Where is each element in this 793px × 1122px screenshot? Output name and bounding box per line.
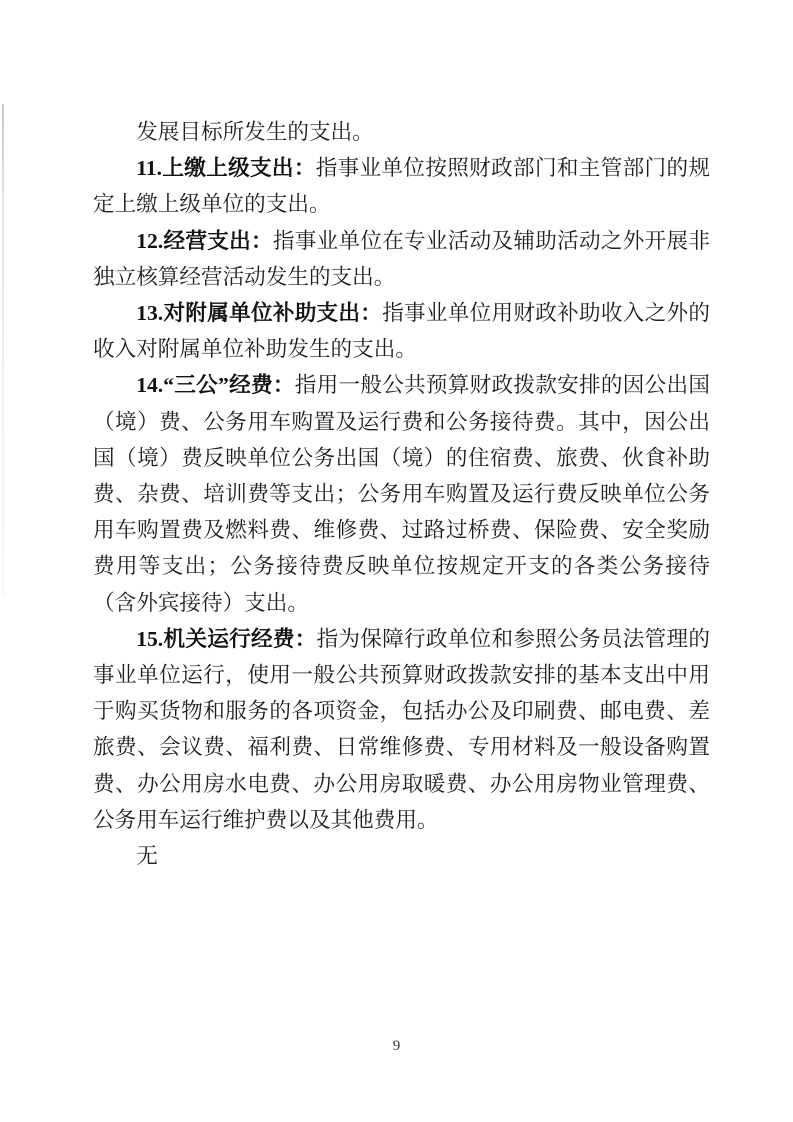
paragraph-label: 14.“三公”经费：	[136, 373, 295, 398]
paragraph-item-12	[93, 223, 710, 295]
paragraph-continuation	[93, 114, 710, 150]
paragraph-item-14	[93, 367, 710, 620]
paragraph-text: 指用一般公共预算财政拨款安排的因公出国（境）费、公务用车购置及运行费和公务接待费。其中，因公出国（境）费反映单位公务出国（境）的住宿费、旅费、伙食补助费、杂费、培训费等支出；公务用车购置及运行费反映单位公务用车购置费及燃料费、维修费、过路过桥费、保险费、安全奖励费用等支出；公务接待费反映单位按规定开支的各类公务接待（含外宾接待）支出。	[93, 373, 710, 615]
paragraph-text: 指事业单位在专业活动及辅助活动之外开展非独立核算经营活动发生的支出。	[93, 228, 710, 289]
paragraph-item-11	[93, 150, 710, 222]
document-body	[93, 114, 710, 874]
paragraph-item-13	[93, 295, 710, 367]
page-number: 9	[392, 1038, 401, 1054]
paragraph-none	[93, 838, 710, 874]
scan-edge-artifact	[2, 104, 4, 596]
paragraph-text: 指为保障行政单位和参照公务员法管理的事业单位运行，使用一般公共预算财政拨款安排的基本支出中用于购买货物和服务的各项资金，包括办公及印刷费、邮电费、差旅费、会议费、福利费、日常维修费、专用材料及一般设备购置费、办公用房水电费、办公用房取暖费、办公用房物业管理费、公务用车运行维护费以及其他费用。	[93, 626, 710, 832]
paragraph-text: 发展目标所发生的支出。	[136, 120, 374, 144]
paragraph-text: 指事业单位按照财政部门和主管部门的规定上缴上级单位的支出。	[93, 156, 710, 217]
paragraph-label: 13.对附属单位补助支出：	[136, 301, 383, 326]
paragraph-text: 指事业单位用财政补助收入之外的收入对附属单位补助发生的支出。	[93, 301, 710, 362]
paragraph-label: 15.机关运行经费：	[136, 626, 317, 651]
paragraph-label: 11.上缴上级支出：	[136, 156, 316, 181]
paragraph-item-15	[93, 621, 710, 838]
paragraph-label: 12.经营支出：	[136, 228, 273, 253]
paragraph-text: 无	[136, 844, 158, 869]
